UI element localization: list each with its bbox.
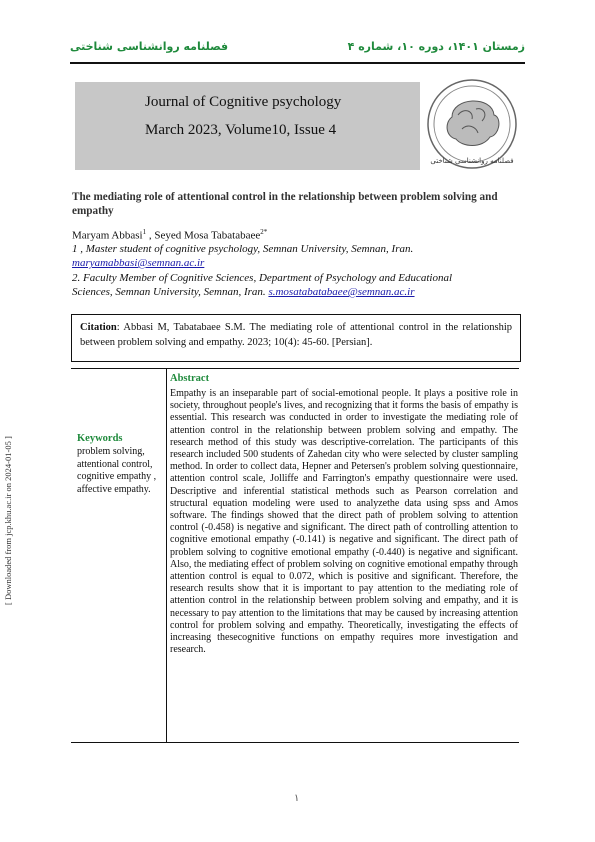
email-2-link[interactable]: s.mosatabatabaee@semnan.ac.ir [268,286,415,298]
page-number: ۱ [294,793,300,804]
abstract-top-rule [71,368,519,369]
journal-banner [75,82,420,170]
column-divider [166,368,167,743]
header-divider [70,62,525,64]
author-line [72,228,267,242]
author-2-affiliation: 2* [260,228,268,236]
journal-issue: March 2023, Volume10, Issue 4 [145,122,337,138]
logo-text: فصلنامه روانشناسی شناختی [430,157,514,165]
affiliation-1: 1 , Master student of cognitive psychology, Semnan University, Semnan, Iran. [72,243,414,255]
citation-text: : Abbasi M, Tabatabaee S.M. The mediating role of attentional control in the relationship between problem solving and empathy. 2023; 10(4): 45-60. [Persian]. [80,322,512,348]
email-1-link[interactable]: maryamabbasi@semnan.ac.ir [72,257,205,269]
abstract-text: Empathy is an inseparable part of social-emotional people. It plays a positive role in society, throughout people's lives, and recognizing that it forms the basis of empathy is essential. This research was conducted in order to investigate the mediating role of attention control in the relationship between problem solving and empathy. The research method of this study was descriptive-correlation. The participants of this research included 500 students of Zahedan city who were selected by cluster sampling method. In order to collect data, Hepner and Petersen's problem solving questionnaire, attention control scale, Jolliffe and Farrington's empathy questionnaire were used. Descriptive and inferential statistical methods such as Pearson correlation and structural equation modeling were used to analyzethe data using spss and Amos software. The findings showed that the direct path of problem solving to attention control (-0.458) is negative and significant. The direct path of controlling attention to cognitive emotional empathy (-0.141) is negative and significant. The direct path of problem solving to cognitive emotional empathy (-0.440) is negative and significant. Also, the mediating effect of problem solving on cognitive emotional empathy through attention control is equal to 0.072, which is positive and significant. Therefore, the research results show that it is important to pay attention to the mediating role of attention control in the relationship between problem solving and empathy, and it is necessary to pay attention to the limitations that may be caused by increasing attention control for problem solving and empathy. Theoretically, investigating the effects of increasing thesecognitive functions on empathy requires more investigation and research. [170,388,518,656]
download-note: [ Downloaded from jcp.khu.ac.ir on 2024-01-05 ] [3,436,13,605]
journal-name-fa: فصلنامه روانشناسی شناختی [70,40,229,53]
author-2: Seyed Mosa Tabatabaee [154,229,261,242]
author-1-affiliation: 1 [142,228,147,236]
journal-title: Journal of Cognitive psychology [145,94,342,110]
email-1-line [72,256,527,270]
author-separator: , [146,229,155,242]
author-1: Maryam Abbasi [72,229,143,242]
journal-logo [422,77,522,172]
affiliation-2-line1: 2. Faculty Member of Cognitive Sciences, Department of Psychology and Educational [72,272,453,284]
abstract-heading: Abstract [170,373,210,384]
citation-box [71,314,521,362]
keywords-list: problem solving, attentional control, cognitive empathy , affective empathy. [77,446,157,495]
affiliation-2-text: Sciences, Semnan University, Semnan, Iran. [72,286,269,298]
abstract-bottom-rule [71,742,519,743]
keywords-heading: Keywords [77,433,123,444]
article-title: The mediating role of attentional control in the relationship between problem solving and empathy [72,191,498,217]
issue-info-fa: زمستان ۱۴۰۱، دوره ۱۰، شماره ۴ [347,40,525,53]
citation-label: Citation [80,322,117,333]
affiliation-2-line2 [72,285,527,299]
